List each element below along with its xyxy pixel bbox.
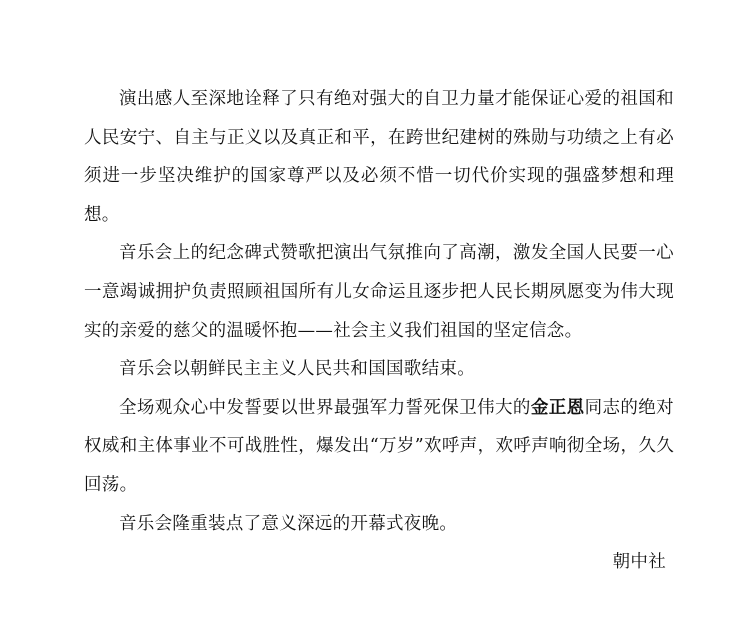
- leader-name: 金正恩: [530, 397, 585, 418]
- article-body: [84, 80, 674, 582]
- paragraph-3: 音乐会以朝鲜民主主义人民共和国国歌结束。: [119, 359, 475, 380]
- paragraph-2: 音乐会上的纪念碑式赞歌把演出气氛推向了高潮，激发全国人民要一心一意竭诚拥护负责照顾祖国所有儿女命运且逐步把人民长期夙愿变为伟大现实的亲爱的慈父的温暖怀抱——社会主义我们祖国的坚定信念。: [84, 243, 674, 341]
- paragraph-4: [84, 389, 674, 505]
- paragraph-4-text-before: 全场观众心中发誓要以世界最强军力誓死保卫伟大的: [119, 397, 531, 418]
- source-signature: 朝中社: [612, 552, 666, 573]
- paragraph-5: 音乐会隆重装点了意义深远的开幕式夜晚。: [119, 513, 458, 534]
- paragraph-4-text-after: 同志的绝对权威和主体事业不可战胜性，爆发出“万岁”欢呼声，欢呼声响彻全场，久久回荡。: [84, 397, 674, 495]
- paragraph-1: 演出感人至深地诠释了只有绝对强大的自卫力量才能保证心爱的祖国和人民安宁、自主与正义以及真正和平，在跨世纪建树的殊勋与功绩之上有必须进一步坚决维护的国家尊严以及必须不惜一切代价实现的强盛梦想和理想。: [84, 89, 674, 225]
